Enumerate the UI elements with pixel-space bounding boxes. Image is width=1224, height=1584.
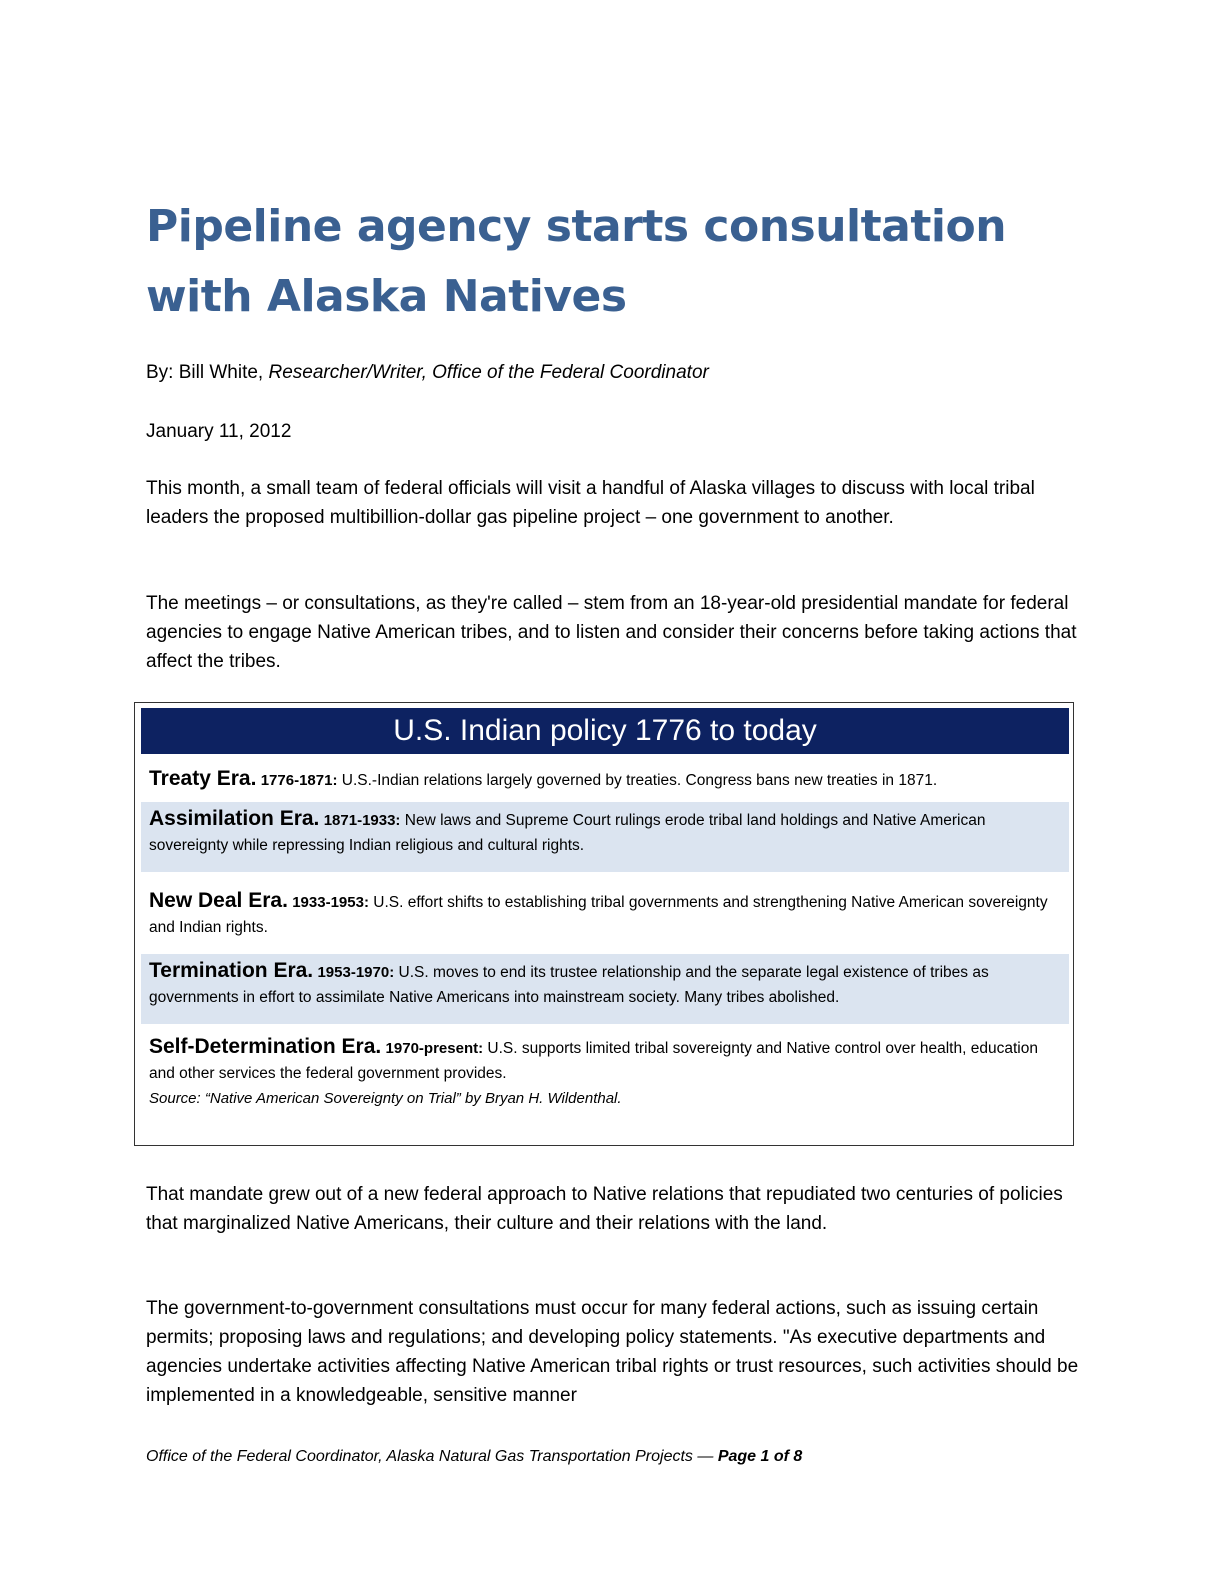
footer-text: Office of the Federal Coordinator, Alaska Natural Gas Transportation Projects — xyxy=(146,1448,718,1465)
byline-role: Researcher/Writer, Office of the Federal Coordinator xyxy=(268,362,709,383)
era-name: Treaty Era. xyxy=(149,767,257,790)
paragraph-1: This month, a small team of federal officials will visit a handful of Alaska villages to discuss with local tribal leaders the proposed multibillion-dollar gas pipeline project – one government to another. xyxy=(146,478,1035,528)
era-dates: 1970-present: xyxy=(385,1040,484,1057)
era-name: New Deal Era. xyxy=(149,889,288,912)
era-description: U.S.-Indian relations largely governed by treaties. Congress bans new treaties in 1871. xyxy=(341,772,938,789)
paragraph-2: The meetings – or consultations, as they're called – stem from an 18-year-old presidential mandate for federal agencies to engage Native American tribes, and to listen and consider their concerns before taking actions that affect the tribes. xyxy=(146,593,1077,672)
era-dates: 1776-1871: xyxy=(260,772,338,789)
era-description: U.S. effort shifts to establishing tribal governments and strengthening Native American sovereignty and Indian rights. xyxy=(149,894,1048,936)
paragraph-4: The government-to-government consultations must occur for many federal actions, such as issuing certain permits; proposing laws and regulations; and developing policy statements. "As executive departments and agencies undertake activities affecting Native American tribal rights or trust resources, such activities should be implemented in a knowledgeable, sensitive manner xyxy=(146,1298,1079,1406)
policy-timeline-box xyxy=(134,702,1074,1146)
era-self-determination xyxy=(141,1028,1069,1082)
article-date: January 11, 2012 xyxy=(146,421,292,442)
era-description: U.S. moves to end its trustee relationship and the separate legal existence of tribes as governments in effort to assimilate Native Americans into mainstream society. Many tribes abolished. xyxy=(149,964,989,1006)
era-termination xyxy=(141,954,1069,1024)
era-name: Termination Era. xyxy=(149,959,314,982)
policy-box-source: Source: “Native American Sovereignty on Trial” by Bryan H. Wildenthal. xyxy=(149,1090,622,1107)
page-number: Page 1 of 8 xyxy=(717,1448,803,1465)
article-title: Pipeline agency starts consultation with Alaska Natives xyxy=(146,201,1007,322)
era-dates: 1953-1970: xyxy=(317,964,395,981)
policy-box-heading: U.S. Indian policy 1776 to today xyxy=(141,708,1069,754)
era-description: U.S. supports limited tribal sovereignty and Native control over health, education and other services the federal government provides. xyxy=(149,1040,1038,1082)
era-dates: 1871-1933: xyxy=(323,812,401,829)
paragraph-3: That mandate grew out of a new federal approach to Native relations that repudiated two centuries of policies that marginalized Native Americans, their culture and their relations with the land. xyxy=(146,1184,1063,1234)
page-footer xyxy=(146,1448,802,1466)
byline-author: By: Bill White, xyxy=(146,362,269,383)
era-new-deal xyxy=(141,884,1069,938)
era-name: Self-Determination Era. xyxy=(149,1035,382,1058)
era-treaty xyxy=(141,758,1069,798)
era-name: Assimilation Era. xyxy=(149,807,320,830)
era-assimilation xyxy=(141,802,1069,872)
era-dates: 1933-1953: xyxy=(292,894,369,911)
byline xyxy=(146,360,709,386)
era-description: New laws and Supreme Court rulings erode tribal land holdings and Native American sovereignty while repressing Indian religious and cultural rights. xyxy=(149,812,986,854)
